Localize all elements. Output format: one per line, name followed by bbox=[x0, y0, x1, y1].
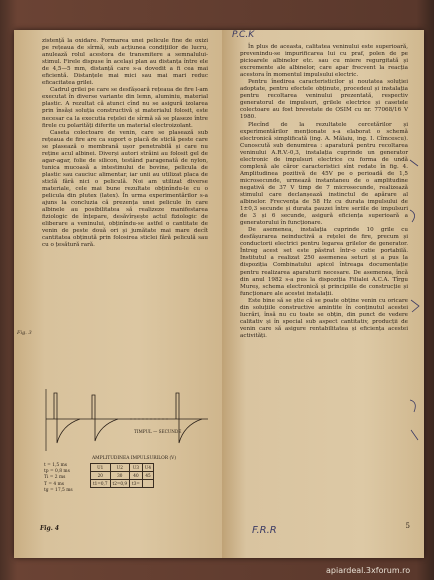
margin-pen-marks bbox=[408, 150, 422, 450]
handwritten-note-top: P.C.K bbox=[232, 30, 255, 40]
paragraph: Plecînd de la rezultatele cercetărilor și experimentărilor menționate s-a elaborat o schemă electronică simplificată (ing. A. Mălaiu, ing. I. Cîmcescu). Cunoscută sub denumirea : aparatură pentru recoltarea veninului A.R.V.-0,3, instalația cuprinde un generator electronic de impulsuri electrice cu forma de undă complexă ale căror caracteristici sînt redate în fig. 4. Amplitudinea pozitivă de 45V pe o perioadă de 1,5 microsecunde, urmează instantaneu de o amplitudine negativă de 37 V timp de 7 microsecunde, realizează stimulul care declanșează instinctul de apărare al albinelor. Frecvența de 58 Hz cu durata impulsului de 1±0,3 secunde și durata pauzei între seriile de impulsuri de 3 și 6 secunde, asigură eficiența superioară a generatorului în funcționare. bbox=[240, 121, 408, 227]
table-cell bbox=[142, 480, 153, 488]
table-row bbox=[91, 480, 154, 488]
paragraph: Pentru înedirea caracteristicilor și noutatea soluției adoptate, pentru efectele obținute, procedeul și instalația pentru recoltarea veninului prezentată, respectiv generatorul de impulsuri, grilele electrice și casetele colectoare au fost brevetate de OSIM cu nr. 77068/16 V 1980. bbox=[240, 79, 408, 121]
legend-item: tp = 0,8 ms bbox=[44, 469, 70, 475]
pulse-1 bbox=[54, 393, 80, 443]
table-cell: 45 bbox=[142, 472, 153, 480]
figure-4 bbox=[40, 385, 212, 535]
right-page-text bbox=[240, 44, 408, 340]
paragraph: Cadrul grilei pe care se desfășoară rețeaua de fire l-am executat în diverse variante din lemn, aluminiu, material plastic. A rezultat că atunci cînd nu se asigură izolarea prin însăși soluția constructivă și materialul folosit, este necesar ca la executia rețelei de sîrmă să se plaseze între firele cu polarități diferite un material electroizolant. bbox=[42, 87, 208, 129]
legend-item: tg = 17,5 ms bbox=[44, 487, 73, 493]
left-page-text bbox=[42, 38, 208, 249]
table-cell: t3= bbox=[130, 480, 143, 488]
amplitude-table bbox=[90, 463, 154, 488]
paragraph: zistență la oxidare. Formarea unei pelicule fine de oxizi pe rețeaua de sîrmă, sub acțiunea condițiilor de lucru, anulează rolul acestora de transmitere a semnalului-stimul. Firele dispuse în același plan au distanța între ele de 4,5—5 mm, distanță care s-a dovedit a fi cea mai eficientă. Distanțele mai mici sau mai mari reduc eficacitatea grilei. bbox=[42, 38, 208, 87]
pulse-3 bbox=[176, 393, 202, 443]
table-cell: 20 bbox=[91, 472, 111, 480]
legend-item: T = 4 ms bbox=[44, 481, 65, 487]
table-cell: U4 bbox=[142, 464, 153, 472]
table-cell: 40 bbox=[130, 472, 143, 480]
time-axis-caption: TIMPUL — SECUNDE bbox=[134, 429, 182, 434]
amplitude-table-title: AMPLITUDINEA IMPULSURILOR (V) bbox=[92, 456, 177, 461]
paragraph: Caseta colectoare de venin, care se plasează sub rețeaua de fire are ca suport o placă de sticlă peste care se plasează o membrană ușor penetrabilă și care nu reține acul albinei. Diverși autori străini au folosit gel de agar-agar, folie de silicon, testând paragenatâ de nylon, tunica mucoasă a intestinului de bovine, pelicula de plastic sau cauciuc alimentar, iar unii au utilizat placa de sticlă fără nici o peliculă. Noi am utilizat diverse materiale, cele mai bune rezultate obținîndu-le cu o pelicula din plutex (latex). În urma experimentărilor s-a ajuns la concluzia că prezența unei pelicule în care albinele au posibilitatea să realizeze manifestarea fiziologic de înțepare, desăvîrșește actul fiziologic de eliberare a veninului, obținîndu-se astfel o cantitate de venin de peste două ori și jumătate mai mare decît cantitatea obținută prin folosirea sticlei fără peliculă sau cu o țesătură rară. bbox=[42, 129, 208, 249]
legend-item: Ti = 2 ms bbox=[44, 475, 66, 481]
figure-caption: Fig. 4 bbox=[40, 525, 60, 532]
table-cell: 30 bbox=[110, 472, 130, 480]
table-row bbox=[91, 472, 154, 480]
legend-item: t = 1,5 ms bbox=[44, 463, 68, 468]
side-figure-label: Fig. 3 bbox=[17, 330, 32, 336]
paragraph: De asemenea, instalația cuprinde 10 grile cu desfășurarea neinductivă a rețelei de fire, precum și conductorii electrici pentru legarea grilelor de generator. Întreg acest set este păstrat într-o cutie portabilă. Institutul a realizat 250 asemenea seturi și a pus la dispoziția Combinatului apicol întreaga documentație pentru realizarea aparaturii necesare. De asemenea, încă din anul 1982 s-a pus la dispoziția Filialei A.C.A. Tîrgu Mureș, schema electronică și principiile de construcție și funcționare ale acestei instalații. bbox=[240, 227, 408, 297]
table-cell: U1 bbox=[91, 464, 111, 472]
open-book bbox=[14, 30, 424, 558]
handwritten-note-bottom: F.R.R bbox=[252, 525, 277, 536]
paragraph: În plus de aceasta, calitatea veninului este superioară, prevenindu-se impurificarea lui cu praf, polen de pe picioarele albinelor etc. sau cu miere regurgitată și excremente ale albinelor, care apar frecvent la reacția acestora în momentul impulsului electric. bbox=[240, 44, 408, 79]
pulse-2 bbox=[92, 395, 118, 441]
waveform-legend bbox=[44, 463, 73, 494]
watermark: apiardeal.3xforum.ro bbox=[326, 566, 411, 575]
table-cell: U3 bbox=[130, 464, 143, 472]
table-cell: t1=0,7 bbox=[91, 480, 111, 488]
pulse-waveform-diagram bbox=[40, 385, 212, 455]
table-row bbox=[91, 464, 154, 472]
paragraph: Este bine să se știe că se poate obține venin cu oricare din soluțiile constructive amintite în conținutul acestei lucrări, însă nu cu toate se obțin, din punct de vedere calitativ și în special sub aspect cantitativ, producții de venin care să asigure rentabilitatea și eficiența acestei activități. bbox=[240, 297, 408, 339]
left-page bbox=[14, 30, 223, 558]
table-cell: t2=0,9 bbox=[110, 480, 130, 488]
right-page bbox=[222, 30, 424, 558]
table-cell: U2 bbox=[110, 464, 130, 472]
page-number: 5 bbox=[405, 522, 410, 530]
